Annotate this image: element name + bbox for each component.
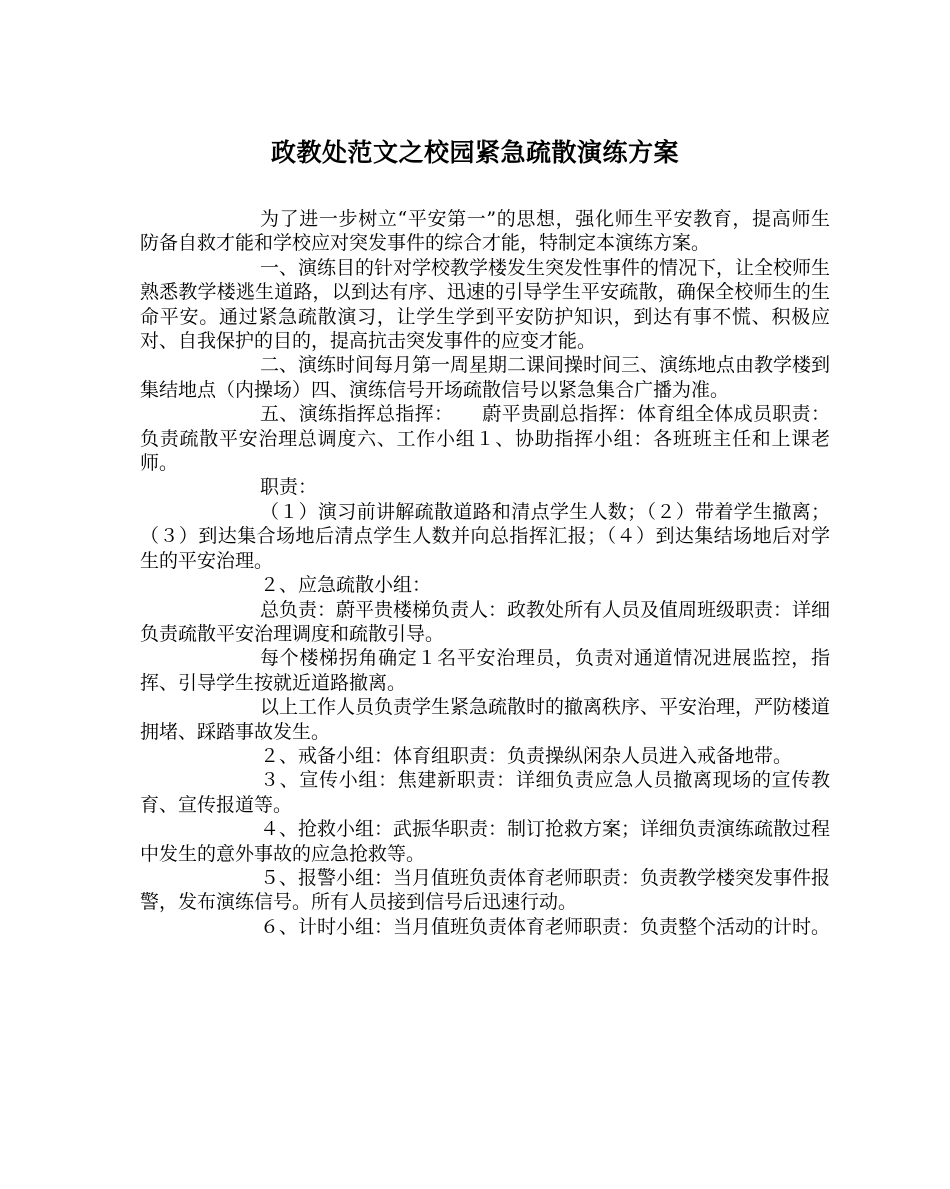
paragraph-guard-group: ２、戒备小组：体育组职责：负责操纵闲杂人员进入戒备地带。	[260, 744, 793, 767]
paragraph-timing-group: ６、计时小组：当月值班负责体育老师职责：负责整个活动的计时。	[260, 915, 831, 938]
document-title: 政教处范文之校园紧急疏散演练方案	[270, 138, 679, 167]
document-body	[140, 207, 830, 939]
paragraph-evacuation-lead: 总负责：蔚平贵楼梯负责人：政教处所有人员及值周班级职责：详细负责疏散平安治理调度和疏散引导。	[140, 598, 831, 645]
paragraph-stair-monitors: 每个楼梯拐角确定１名平安治理员，负责对通道情况进展监控，指挥、引导学生按就近道路撤离。	[140, 647, 830, 694]
paragraph-intro: 为了进一步树立“平安第一”的思想，强化师生平安教育，提高师生防备自救才能和学校应对突发事件的综合才能，特制定本演练方案。	[140, 208, 830, 255]
paragraph-rescue-group: ４、抢救小组：武振华职责：制订抢救方案；详细负责演练疏散过程中发生的意外事故的应急抢救等。	[140, 818, 831, 865]
paragraph-evacuation-group: ２、应急疏散小组：	[260, 574, 432, 597]
paragraph-command: 五、演练指挥总指挥： 蔚平贵副总指挥：体育组全体成员职责：负责疏散平安治理总调度六、工作小组１、协助指挥小组：各班班主任和上课老师。	[140, 403, 830, 475]
paragraph-duties-heading: 职责：	[260, 476, 318, 499]
paragraph-staff-responsibility: 以上工作人员负责学生紧急疏散时的撤离秩序、平安治理，严防楼道拥堵、踩踏事故发生。	[140, 696, 831, 743]
paragraph-alarm-group: ５、报警小组：当月值班负责体育老师职责：负责教学楼突发事件报警，发布演练信号。所有人员接到信号后迅速行动。	[140, 866, 831, 914]
paragraph-time-place-signal: 二、演练时间每月第一周星期二课间操时间三、演练地点由教学楼到集结地点（内操场）四、演练信号开场疏散信号以紧急集合广播为准。	[140, 354, 831, 401]
paragraph-duties-list: （１）演习前讲解疏散道路和清点学生人数；（２）带着学生撤离；（３）到达集合场地后清点学生人数并向总指挥汇报；（４）到达集结场地后对学生的平安治理。	[140, 500, 830, 572]
paragraph-publicity-group: ３、宣传小组：焦建新职责：详细负责应急人员撤离现场的宣传教育、宣传报道等。	[140, 769, 830, 816]
paragraph-purpose: 一、演练目的针对学校教学楼发生突发性事件的情况下，让全校师生熟悉教学楼逃生道路，以到达有序、迅速的引导学生平安疏散，确保全校师生的生命平安。通过紧急疏散演习，让学生学到平安防护知识，到达有事不慌、积极应对、自我保护的目的，提高抗击突发事件的应变才能。	[140, 256, 831, 353]
